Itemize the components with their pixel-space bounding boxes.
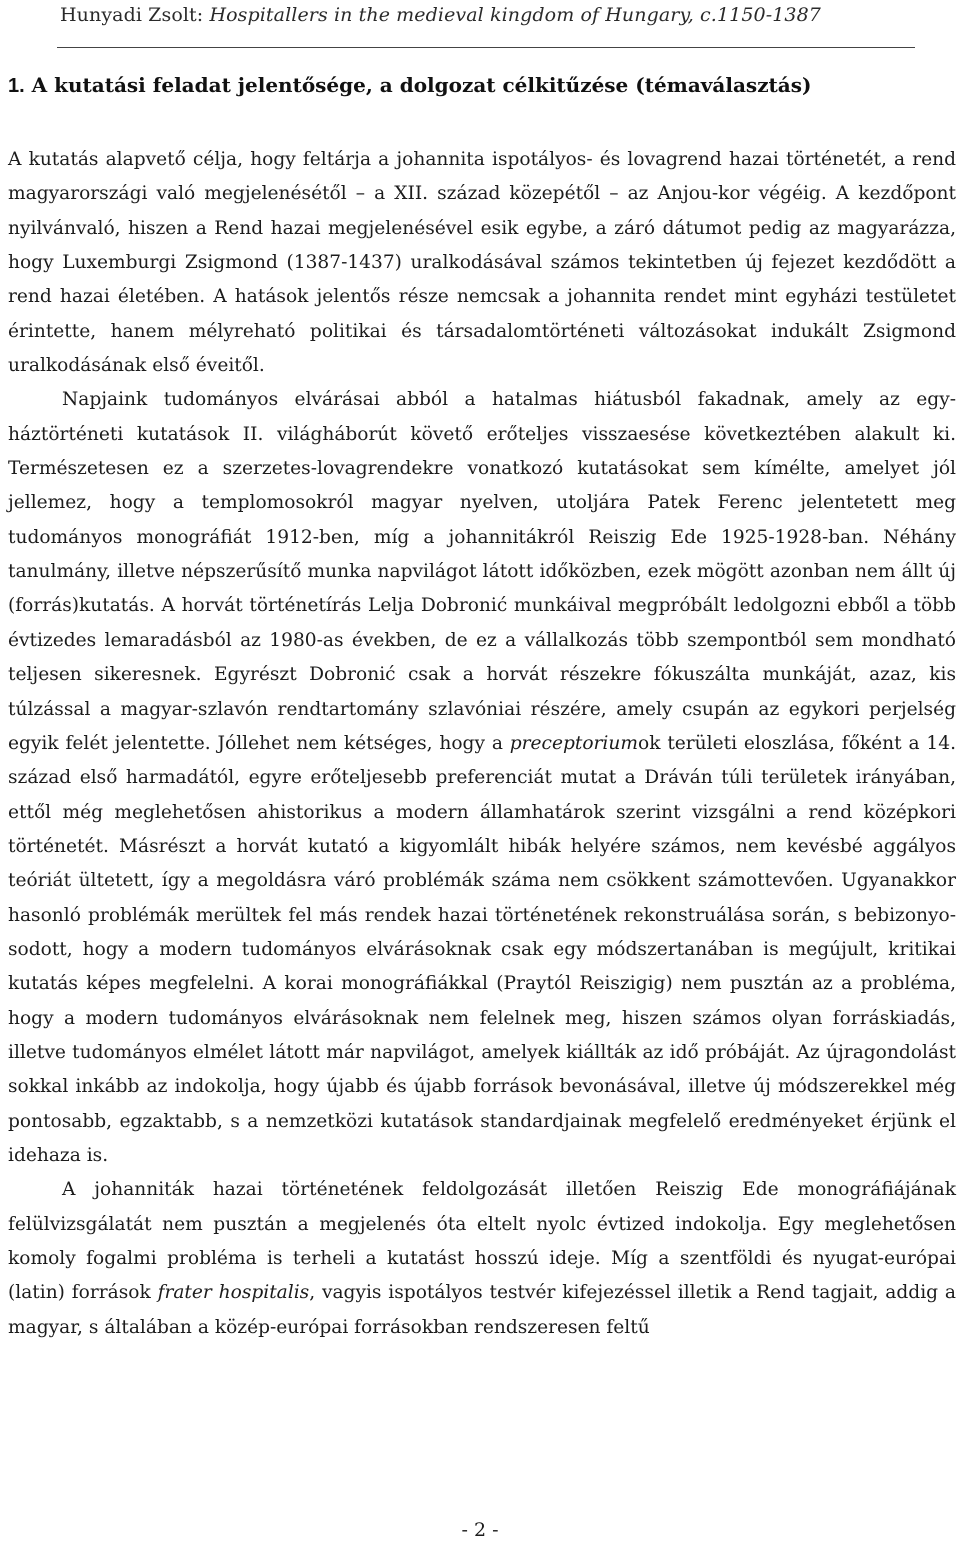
paragraph-2	[8, 383, 956, 1173]
paragraph-1: A kutatás alapvető célja, hogy feltárja a johannita ispotályos- és lovagrend hazai történetét, a rend magyarországi való megjelenésétől – a XII. század közepétől – az Anjou-kor végéig. A kezdőpont nyilvánvaló, hiszen a Rend hazai megjelenésével esik egybe, a záró dátumot pedig az magyarázza, hogy Luxemburgi Zsigmond (1387-1437) uralkodásával számos tekintetben új fejezet kezdődött a rend hazai életében. A hatások jelentős része nemcsak a johannita rendet mint egyházi testületet érintette, hanem mélyreható politikai és társadalomtörténeti változásokat indukált Zsigmond uralkodásának első éveitől.	[8, 149, 956, 377]
paragraph-2-term: preceptorium	[509, 732, 638, 754]
paragraph-3-term: frater hospitalis	[157, 1282, 310, 1304]
header-title: Hospitallers in the medieval kingdom of Hungary, c.1150-1387	[209, 4, 821, 26]
section-heading	[8, 73, 953, 98]
paragraph-3-text-a: A johanniták hazai történetének feldolgozását illetően Reiszig Ede monográfiájának felülvizsgálatát nem pusztán a megjelenés óta eltelt nyolc évtized indokolja. Egy meglehetősen komoly fogalmi probléma is terheli a kutatást hosszú ideje. Míg a szentföldi és nyugat-európai (latin) források	[8, 1179, 956, 1304]
section-number: 1.	[8, 75, 25, 97]
page-number: - 2 -	[461, 1519, 499, 1541]
section-title: A kutatási feladat jelentősége, a dolgozat célkitűzése (témaválasztás)	[24, 73, 812, 97]
paragraph-2-text-b: ok területi eloszlása, főként a 14. század első harmadától, egyre erőteljesebb preferenciát mutat a Dráván túli területek irányában, ettől még meglehetősen ahistorikus a modern államhatárok szerint vizsgálni a rend középkori történetét. Másrészt a horvát kutató a kigyomlált hibák helyére számos, nem kevésbé aggályos teóriát ültetett, így a megoldásra váró problémák száma nem csökkent számottevően. Ugyanakkor hasonló problémák merültek fel más rendek hazai történetének rekonstruálása során, s bebizonyosodott, hogy a modern tudományos elvárásoknak csak egy módszertanában is megújult, kritikai kutatás képes megfelelni. A korai monográfiákkal (Praytól Reiszigig) nem pusztán az a probléma, hogy a modern tudományos elvárásoknak nem felelnek meg, hiszen számos olyan forráskiadás, illetve tudományos elmélet látott már napvilágot, amelyek kiállták az idő próbáját. Az újragondolást sokkal inkább az indokolja, hogy újabb és újabb források bevonásával, illetve új módszerekkel még pontosabb, egzaktabb, s a nemzetközi kutatások standardjainak megfelelő eredményeket érjünk el idehaza is.	[8, 732, 956, 1166]
paragraph-2-text-a: Napjaink tudományos elvárásai abból a hatalmas hiátusból fakadnak, amely az egyháztörténeti kutatások II. világháborút követő erőteljes visszaesése következtében alakult ki. Természetesen ez a szerzetes-lovagrendekre vonatkozó kutatásokat sem kímélte, amelyet jól jellemez, hogy a templomosokról magyar nyelven, utoljára Patek Ferenc jelentetett meg tudományos monográfiát 1912-ben, míg a johannitákról Reiszig Ede 1925-1928-ban. Néhány tanulmány, illetve népszerűsítő munka napvilágot látott időközben, ezek mögött azonban nem állt új (forrás)kutatás. A horvát történetírás Lelja Dobronić munkáival megpróbált ledolgozni ebből a több évtizedes lemaradásból az 1980-as években, de ez a vállalkozás több szempontból sem mondható teljesen sikeresnek. Egyrészt Dobronić csak a horvát részekre fókuszálta munkáját, azaz, kis túlzással a magyar-szlavón rendtartomány szlavóniai részére, amely csupán az egykori perjelség egyik felét jelentette. Jóllehet nem kétséges, hogy a	[8, 389, 956, 754]
paragraph-3-text-b: , vagyis ispotályos testvér kifejezéssel illetik a Rend tagjait, addig a magyar, s általában a közép-európai forrásokban rendszeresen feltű	[8, 1282, 956, 1338]
running-header	[60, 4, 920, 26]
header-rule	[57, 47, 915, 48]
header-author: Hunyadi Zsolt:	[60, 4, 210, 26]
body-text	[8, 143, 956, 1345]
paragraph-3	[8, 1173, 956, 1345]
